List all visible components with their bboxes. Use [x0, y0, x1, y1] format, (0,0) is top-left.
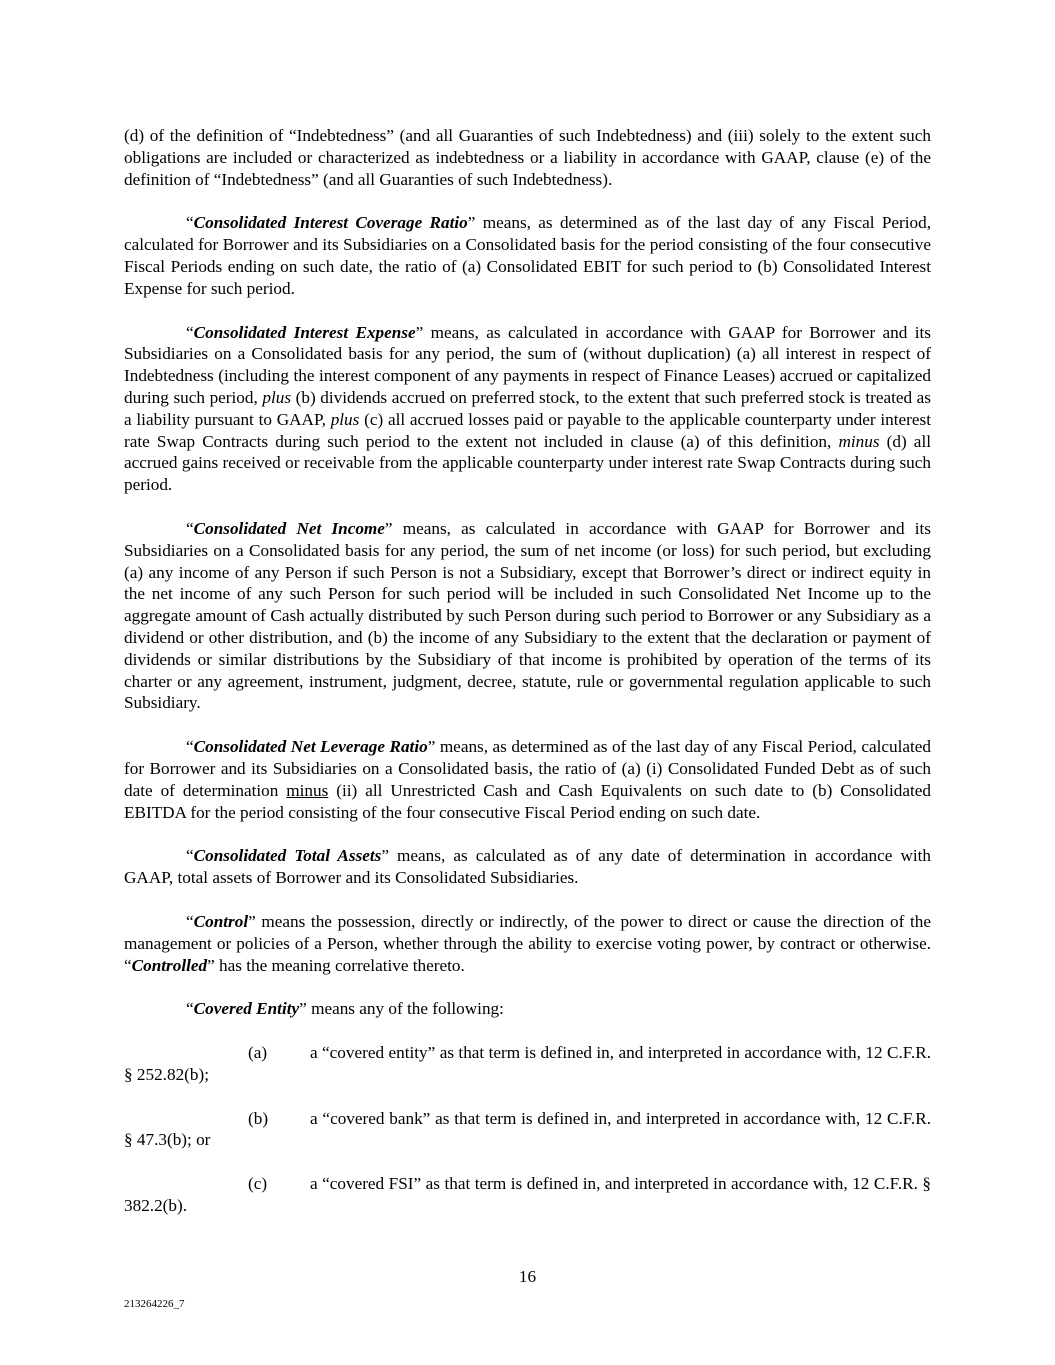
paragraph-text: (d) of the definition of “Indebtedness” (and all Guaranties of such Indebtedness) and (iii) solely to the extent such obligations are included or characterized as indebtedness or a liability in accordance with GAAP, clause (e) of the definition of “Indebtedness” (and all Guaranties of such Indebtedness).: [124, 126, 931, 189]
list-marker: (c): [248, 1174, 268, 1194]
definition-text: ” means any of the following:: [299, 999, 504, 1019]
defined-term: Consolidated Net Income: [193, 518, 385, 538]
definition-text: ” means, as determined as of the last day of any Fiscal Period, calculated for Borrower and its Subsidiaries on a Consolidated basis for the period consisting of the four consecutive Fiscal Periods ending on such date, the ratio of (a) Consolidated EBIT for such period to (b) Consolidated Interest Expense for such period.: [124, 213, 932, 298]
defined-term-controlled: Controlled: [131, 955, 208, 975]
defined-term: Consolidated Interest Expense: [193, 322, 416, 342]
definition-text: ” means, as calculated in accordance with GAAP for Borrower and its Subsidiaries on a Consolidated basis for any period, the sum of net income (or loss) for such period, but excluding (a) any income of any Person if such Person is not a Subsidiary, except that Borrower’s direct or indirect equity in the net income of any such Person for such period will be included in such Consolidated Net Income up to the aggregate amount of Cash actually distributed by such Person during such period to Borrower or any Subsidiary as a dividend or other distribution, and (b) the income of any Subsidiary to the extent that the declaration or payment of dividends or similar distributions by the Subsidiary of that income is prohibited by operation of the terms of its charter or any agreement, instrument, judgment, decree, statute, rule or governmental regulation applicable to such Subsidiary.: [124, 518, 931, 713]
definition-text: (ii) all Unrestricted Cash and Cash Equivalents on such date to (b) Consolidated EBITDA for the period consisting of the four consecutive Fiscal Period ending on such date.: [124, 780, 931, 822]
definition-control: [124, 911, 931, 976]
definition-text: (d) all accrued gains received or receivable from the applicable counterparty under interest rate Swap Contracts during such period.: [124, 431, 931, 495]
paragraph-indebtedness-continuation: [124, 125, 931, 190]
italic-plus: plus: [330, 409, 360, 429]
definition-consolidated-interest-expense: [124, 322, 931, 496]
definition-consolidated-net-leverage-ratio: [124, 736, 931, 823]
open-quote: “: [186, 518, 194, 538]
underlined-minus: minus: [286, 780, 329, 800]
document-body: [124, 125, 931, 1239]
definition-text: ” has the meaning correlative thereto.: [207, 955, 465, 975]
definition-consolidated-interest-coverage-ratio: [124, 212, 931, 299]
defined-term: Consolidated Net Leverage Ratio: [193, 737, 428, 757]
open-quote: “: [186, 322, 194, 342]
list-item: [124, 1042, 931, 1086]
list-marker: (a): [248, 1043, 268, 1063]
list-item: [124, 1108, 931, 1152]
document-id: 213264226_7: [124, 1298, 185, 1310]
list-item-text: a “covered FSI” as that term is defined in, and interpreted in accordance with, 12 C.F.R. § 382.2(b).: [124, 1174, 931, 1216]
list-marker: (b): [248, 1108, 269, 1128]
list-item-text: a “covered bank” as that term is defined in, and interpreted in accordance with, 12 C.F.R. § 47.3(b); or: [124, 1108, 931, 1150]
open-quote: “: [186, 911, 194, 931]
italic-minus: minus: [838, 431, 880, 451]
open-quote: “: [186, 213, 194, 233]
open-quote: “: [186, 737, 194, 757]
definition-covered-entity: [124, 998, 931, 1020]
defined-term: Covered Entity: [193, 999, 300, 1019]
definition-text: (b) dividends accrued on preferred stock, to the extent that such preferred stock is treated as a liability pursuant to GAAP,: [124, 387, 931, 429]
open-quote: “: [186, 999, 194, 1019]
definition-text: ” means, as calculated as of any date of determination in accordance with GAAP, total assets of Borrower and its Consolidated Subsidiaries.: [124, 846, 931, 888]
definition-text: ” means the possession, directly or indirectly, of the power to direct or cause the direction of the management or policies of a Person, whether through the ability to exercise voting power, by contract or otherwise. “: [124, 911, 931, 975]
definition-text: ” means, as determined as of the last day of any Fiscal Period, calculated for Borrower and its Subsidiaries on a Consolidated basis, the ratio of (a) (i) Consolidated Funded Debt as of such date of determination: [124, 737, 931, 800]
definition-consolidated-total-assets: [124, 845, 931, 889]
defined-term: Consolidated Total Assets: [193, 846, 382, 866]
definition-text: ” means, as calculated in accordance with GAAP for Borrower and its Subsidiaries on a Consolidated basis for any period, the sum of (without duplication) (a) all interest in respect of Indebtedness (including the interest component of any payments in respect of Finance Leases) accrued or capitalized during such period,: [124, 322, 931, 407]
list-item: [124, 1173, 931, 1217]
defined-term: Consolidated Interest Coverage Ratio: [193, 213, 468, 233]
italic-plus: plus: [262, 387, 292, 407]
definition-consolidated-net-income: [124, 518, 931, 714]
page-number: 16: [518, 1267, 537, 1286]
definition-text: (c) all accrued losses paid or payable to the applicable counterparty under interest rate Swap Contracts during such period to the extent not included in clause (a) of this definition,: [124, 409, 931, 451]
list-item-text: a “covered entity” as that term is defined in, and interpreted in accordance with, 12 C.F.R. § 252.82(b);: [124, 1043, 931, 1084]
defined-term: Control: [193, 911, 249, 931]
open-quote: “: [186, 846, 194, 866]
